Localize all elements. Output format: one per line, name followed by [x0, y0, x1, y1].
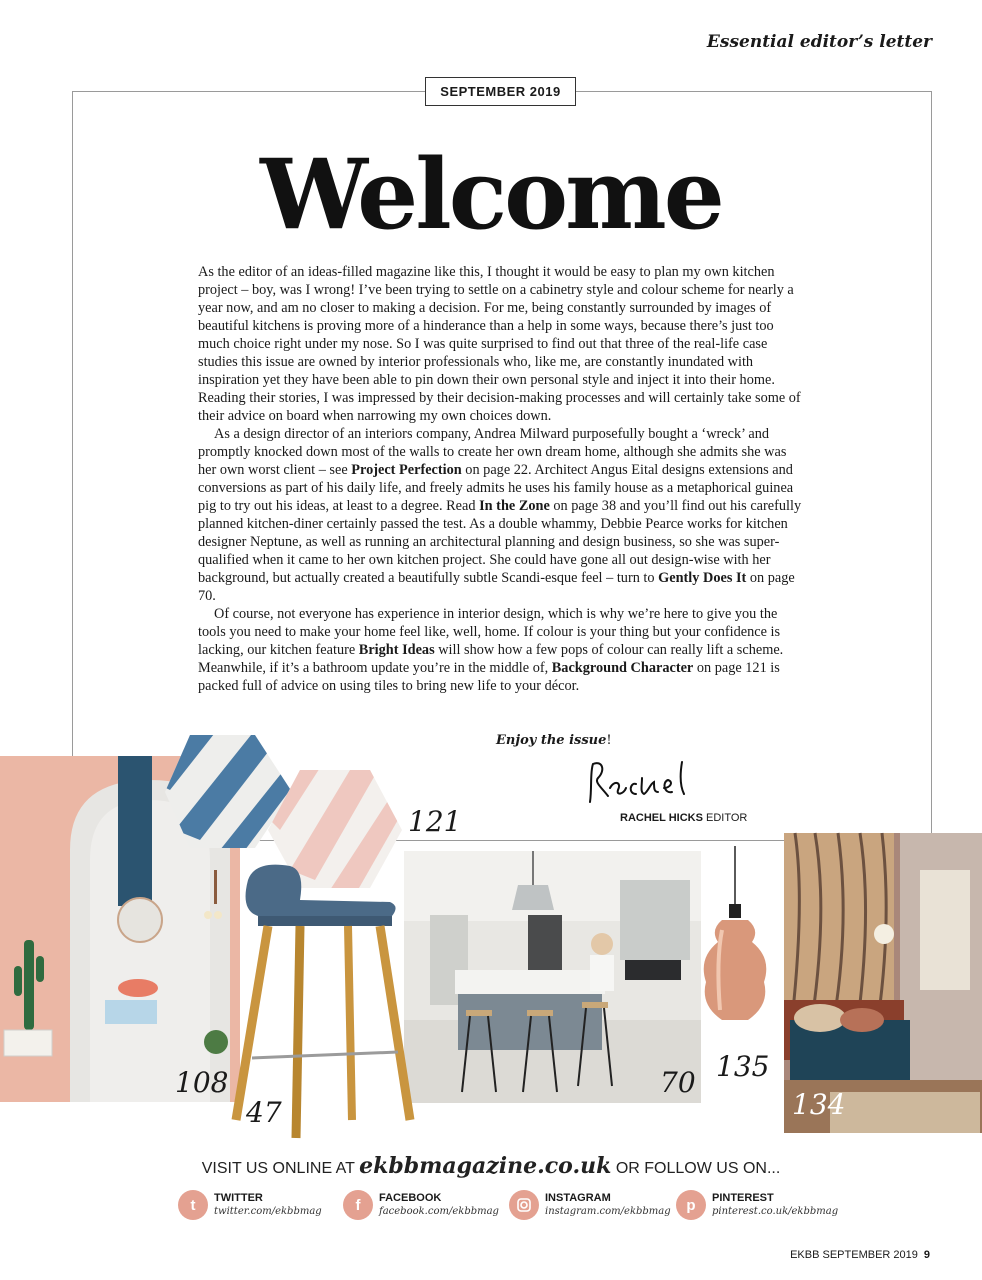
social-facebook[interactable]: f FACEBOOK facebook.com/ekbbmag	[343, 1190, 499, 1220]
page-ref-121: 121	[408, 805, 462, 838]
copper-pendant-image	[704, 846, 767, 1020]
page-ref-135: 135	[716, 1050, 770, 1083]
feature-link-background-character: Background Character	[551, 660, 694, 676]
pinterest-icon: p	[676, 1190, 706, 1220]
feature-link-in-the-zone: In the Zone	[479, 498, 550, 514]
feature-link-gently-does-it: Gently Does It	[658, 570, 747, 586]
page-title: Welcome	[260, 138, 722, 251]
paragraph-3: Of course, not everyone has experience in interior design, which is why we’re here to give you the tools you need to make your home feel like, well, home. If colour is your thing but your confidence is lacking, our kitchen feature Bright Ideas will show how a few pops of colour can really lift a scheme. Meanwhile, if it’s a bathroom update you’re in the middle of, Background Character on page 121 is packed full of advice on using tiles to bring new life to your décor.	[198, 606, 784, 694]
feature-link-project-perfection: Project Perfection	[351, 462, 462, 478]
page-ref-108: 108	[175, 1066, 229, 1099]
visit-online-banner: VISIT US ONLINE AT ekbbmagazine.co.uk OR FOLLOW US ON...	[201, 1153, 781, 1179]
section-header: Essential editor’s letter	[706, 32, 932, 52]
instagram-icon	[509, 1190, 539, 1220]
kitchen-image	[404, 851, 701, 1103]
social-twitter[interactable]: t TWITTER twitter.com/ekbbmag	[178, 1190, 322, 1220]
twitter-icon: t	[178, 1190, 208, 1220]
page-ref-47: 47	[246, 1096, 282, 1129]
page-ref-134: 134	[792, 1088, 846, 1121]
sign-off: Enjoy the issue!	[496, 733, 612, 748]
paragraph-2: As a design director of an interiors company, Andrea Milward purposefully bought a ‘wreck’ and promptly knocked down most of the walls to create her own dream home, although she admits she was her own worst client – see Project Perfection on page 22. Architect Angus Eital designs extensions and conversions as part of his daily life, and freely admits he uses his family house as a metaphorical guinea pig to try out his ideas, at least to a degree. Read In the Zone on page 38 and you’ll find out his carefully planned kitchen-diner certainly passed the test. As a double whammy, Debbie Pearce works for kitchen designer Neptune, as well as running an architectural planning and design business, so she was super-qualified when it came to her own kitchen project. She could have gone all out design-wise with her background, but actually created a beautifully subtle Scandi-esque feel – turn to Gently Does It on page 70.	[198, 426, 802, 604]
editor-letter-body	[198, 263, 804, 695]
page-folio: EKBB SEPTEMBER 2019 9	[790, 1249, 930, 1261]
website-link[interactable]: ekbbmagazine.co.uk	[359, 1153, 612, 1179]
feature-link-bright-ideas: Bright Ideas	[358, 642, 435, 658]
social-pinterest[interactable]: p PINTEREST pinterest.co.uk/ekbbmag	[676, 1190, 838, 1220]
feature-collage	[0, 720, 982, 1150]
paragraph-1: As the editor of an ideas-filled magazine like this, I thought it would be easy to plan my own kitchen project – boy, was I wrong! I’ve been trying to settle on a cabinetry style and colour scheme for nearly a year now, and am no closer to making a decision. For me, being constantly surrounded by images of beautiful kitchens is proving more of a hinderance than a help in some ways, because there’s just too much choice right under my nose. So I was quite surprised to find out that three of the real-life case studies this issue are owned by interior professionals who, like me, are constantly inundated with inspiration yet they have been able to pin down their own personal style and inject it into their home. Reading their stories, I was impressed by their decision-making processes and will certainly take some of their advice on board when narrowing my own choices down.	[198, 264, 801, 424]
social-instagram[interactable]: INSTAGRAM instagram.com/ekbbmag	[509, 1190, 671, 1220]
issue-date-badge: SEPTEMBER 2019	[425, 77, 576, 106]
editor-credit: RACHEL HICKS EDITOR	[620, 812, 748, 824]
facebook-icon: f	[343, 1190, 373, 1220]
page-ref-70: 70	[660, 1066, 696, 1099]
